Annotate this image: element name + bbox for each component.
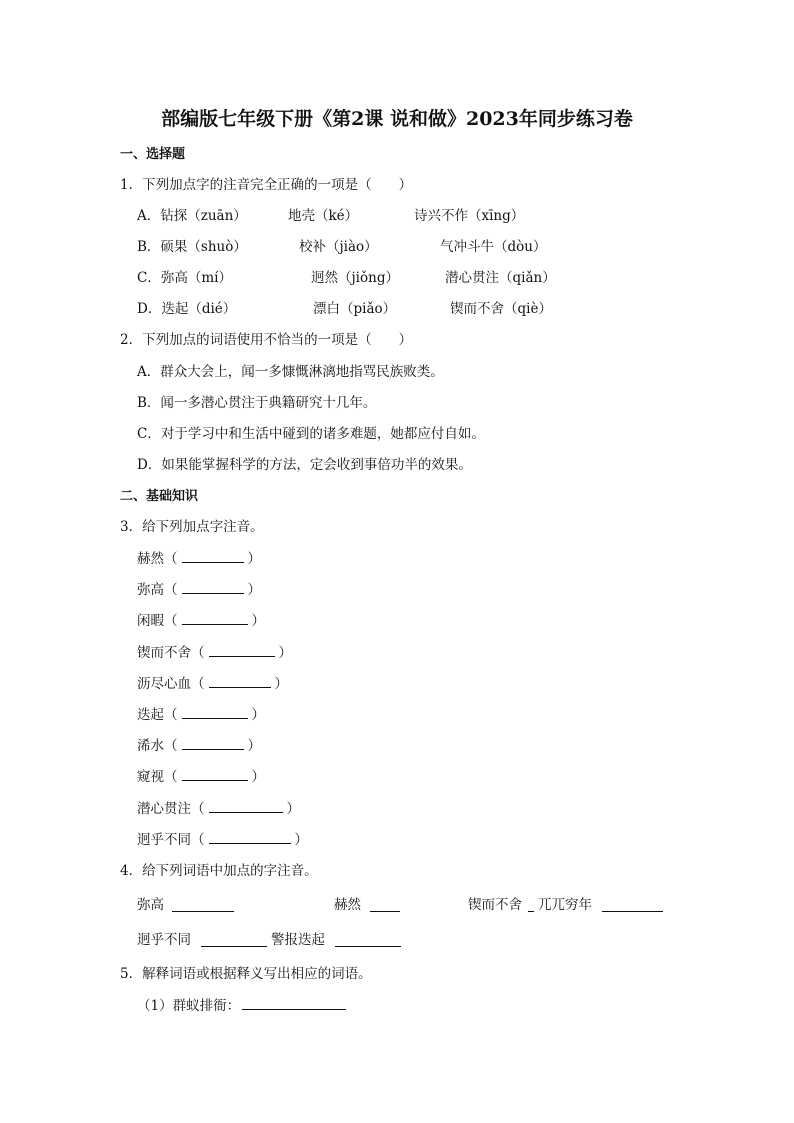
q3-close: ）	[251, 769, 265, 785]
q3-item	[137, 800, 300, 818]
option-a-1: A．钻探（zuān）	[137, 208, 247, 224]
q3-close: ）	[294, 832, 308, 848]
q3-close: ）	[247, 738, 261, 754]
q3-word: 弥高（	[137, 582, 178, 598]
q4-word: 赫然	[334, 897, 361, 913]
answer-blank[interactable]	[209, 800, 283, 813]
q3-word: 浠水（	[137, 738, 178, 754]
option-d-1: D．迭起（dié）	[137, 301, 237, 317]
q5-sub-1	[137, 997, 350, 1015]
question-5-stem: 5．解释词语或根据释义写出相应的词语。	[120, 966, 372, 982]
q3-item	[137, 706, 265, 724]
q3-word: 窥视（	[137, 769, 178, 785]
answer-blank[interactable]	[242, 997, 346, 1010]
q3-item	[137, 675, 288, 693]
answer-blank[interactable]	[528, 899, 534, 912]
answer-blank[interactable]	[602, 899, 663, 912]
q4-word: 迥乎不同	[137, 932, 191, 948]
option-d-2: 漂白（piǎo）	[313, 301, 397, 317]
q3-item	[137, 768, 265, 786]
q3-close: ）	[286, 801, 300, 817]
answer-blank[interactable]	[370, 899, 400, 912]
answer-blank[interactable]	[172, 899, 234, 912]
q4-word: 兀兀穷年	[538, 897, 592, 913]
question-3-stem: 3．给下列加点字注音。	[120, 519, 264, 535]
section-heading-basics: 二、基础知识	[120, 489, 199, 504]
q3-close: ）	[274, 676, 288, 692]
q2-option-b: B．闻一多潜心贯注于典籍研究十几年。	[137, 395, 377, 411]
q2-option-d: D．如果能掌握科学的方法，定会收到事倍功半的效果。	[137, 457, 472, 473]
option-b-1: B．硕果（shuò）	[137, 239, 247, 255]
option-b-3: 气冲斗牛（dòu）	[440, 239, 547, 255]
q3-word: 迭起（	[137, 707, 178, 723]
q3-item	[137, 550, 261, 568]
answer-blank[interactable]	[182, 581, 244, 594]
option-a-3: 诗兴不作（xīng）	[414, 208, 525, 224]
answer-blank[interactable]	[209, 644, 275, 657]
q4-word: 警报迭起	[271, 932, 325, 948]
q3-item	[137, 644, 292, 662]
q3-word: 潜心贯注（	[137, 801, 205, 817]
answer-blank[interactable]	[182, 768, 248, 781]
option-c-2: 迥然（jiǒng）	[311, 270, 399, 286]
q3-item	[137, 612, 265, 630]
question-1-stem: 1．下列加点字的注音完全正确的一项是（ ）	[120, 177, 413, 193]
q4-word: 锲而不舍	[468, 897, 522, 913]
answer-blank[interactable]	[209, 675, 271, 688]
page-title: 部编版七年级下册《第2课 说和做》2023年同步练习卷	[161, 108, 633, 130]
section-heading-choice: 一、选择题	[120, 147, 186, 162]
answer-blank[interactable]	[209, 831, 291, 844]
q3-close: ）	[251, 613, 265, 629]
answer-blank[interactable]	[335, 934, 401, 947]
option-a-2: 地壳（ké）	[288, 208, 359, 224]
q3-word: 沥尽心血（	[137, 676, 205, 692]
q3-item	[137, 737, 261, 755]
q3-word: 锲而不舍（	[137, 645, 205, 661]
q3-close: ）	[247, 582, 261, 598]
q3-word: 迥乎不同（	[137, 832, 205, 848]
q3-close: ）	[278, 645, 292, 661]
q3-word: 赫然（	[137, 551, 178, 567]
answer-blank[interactable]	[182, 737, 244, 750]
answer-blank[interactable]	[182, 706, 248, 719]
q2-option-a: A．群众大会上，闻一多慷慨淋漓地指骂民族败类。	[137, 364, 444, 380]
q3-close: ）	[247, 551, 261, 567]
q4-word: 弥高	[137, 897, 164, 913]
q3-word: 闲暇（	[137, 613, 178, 629]
q2-option-c: C．对于学习中和生活中碰到的诸多难题，她都应付自如。	[137, 426, 485, 442]
question-4-stem: 4．给下列词语中加点的字注音。	[120, 863, 318, 879]
option-c-1: C．弥高（mí）	[137, 270, 232, 286]
question-2-stem: 2．下列加点的词语使用不恰当的一项是（ ）	[120, 332, 413, 348]
q3-item	[137, 831, 308, 849]
option-b-2: 校补（jiào）	[299, 239, 378, 255]
q3-item	[137, 581, 261, 599]
option-c-3: 潜心贯注（qiǎn）	[445, 270, 556, 286]
q3-close: ）	[251, 707, 265, 723]
option-d-3: 锲而不舍（qiè）	[450, 301, 552, 317]
answer-blank[interactable]	[182, 612, 248, 625]
answer-blank[interactable]	[182, 550, 244, 563]
answer-blank[interactable]	[201, 934, 267, 947]
q5-sub-label: （1）群蚁排衙：	[137, 998, 241, 1014]
